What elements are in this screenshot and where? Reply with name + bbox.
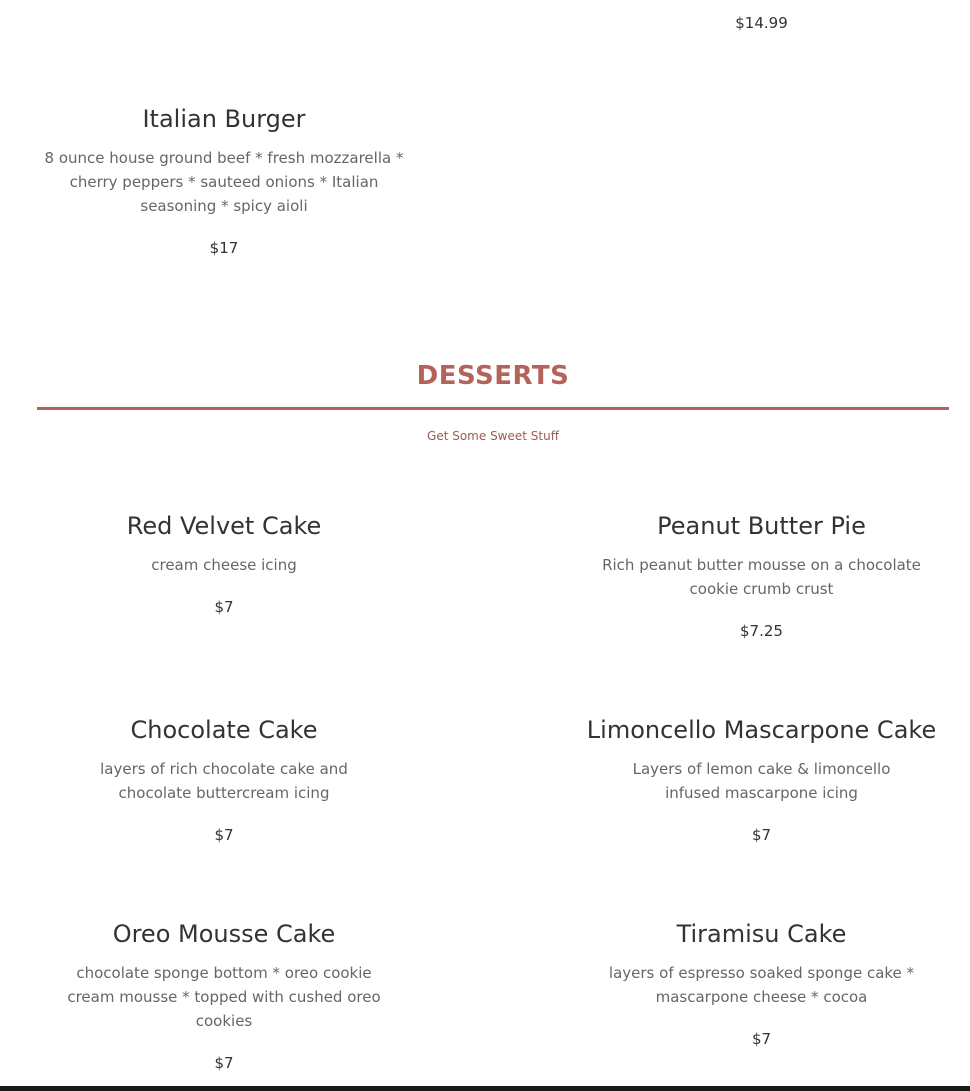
- menu-item-description: chocolate sponge bottom * oreo cookie cream mousse * topped with cushed oreo cookies: [67, 964, 381, 1030]
- menu-item-name: Oreo Mousse Cake: [112, 920, 336, 948]
- menu-item-tiramisu-cake: [575, 919, 948, 1051]
- menu-item-italian-burger: [37, 104, 411, 260]
- menu-item-price: $7.25: [740, 622, 783, 640]
- menu-item-name: Peanut Butter Pie: [657, 512, 866, 540]
- menu-item-limoncello-mascarpone-cake: [575, 715, 948, 847]
- menu-item-name: Red Velvet Cake: [126, 512, 322, 540]
- menu-item-price: $7: [214, 598, 234, 616]
- menu-item-name: Chocolate Cake: [130, 716, 318, 744]
- menu-item-description: layers of espresso soaked sponge cake * mascarpone cheese * cocoa: [608, 964, 915, 1006]
- menu-item-name: Limoncello Mascarpone Cake: [586, 716, 937, 744]
- menu-item-description: layers of rich chocolate cake and chocolate buttercream icing: [100, 760, 348, 802]
- menu-item-chocolate-cake: [37, 715, 411, 847]
- menu-item-peanut-butter-pie: [575, 511, 948, 643]
- menu-item-price: $14.99: [735, 14, 788, 32]
- menu-item-red-velvet-cake: [37, 511, 411, 619]
- menu-item-name: Tiramisu Cake: [676, 920, 847, 948]
- menu-item-price: $7: [751, 1030, 772, 1048]
- menu-item-description: Rich peanut butter mousse on a chocolate cookie crumb crust: [602, 556, 921, 598]
- section-divider: [37, 407, 949, 410]
- section-title: DESSERTS: [416, 361, 570, 391]
- menu-item-price: $17: [209, 239, 239, 257]
- menu-item-description: 8 ounce house ground beef * fresh mozzarella * cherry peppers * sauteed onions * Italian seasoning * spicy aioli: [44, 149, 404, 215]
- menu-item-price: $7: [214, 826, 234, 844]
- page-bottom-bar: [0, 1086, 970, 1091]
- menu-item-oreo-mousse-cake: [37, 919, 411, 1075]
- menu-item-price: $7: [214, 1054, 234, 1072]
- menu-item-name: Italian Burger: [142, 105, 306, 133]
- menu-item-price: $7: [751, 826, 772, 844]
- menu-item-description: Layers of lemon cake & limoncello infused mascarpone icing: [632, 760, 891, 802]
- section-subtitle: Get Some Sweet Stuff: [427, 429, 559, 443]
- menu-item-description: cream cheese icing: [151, 556, 297, 574]
